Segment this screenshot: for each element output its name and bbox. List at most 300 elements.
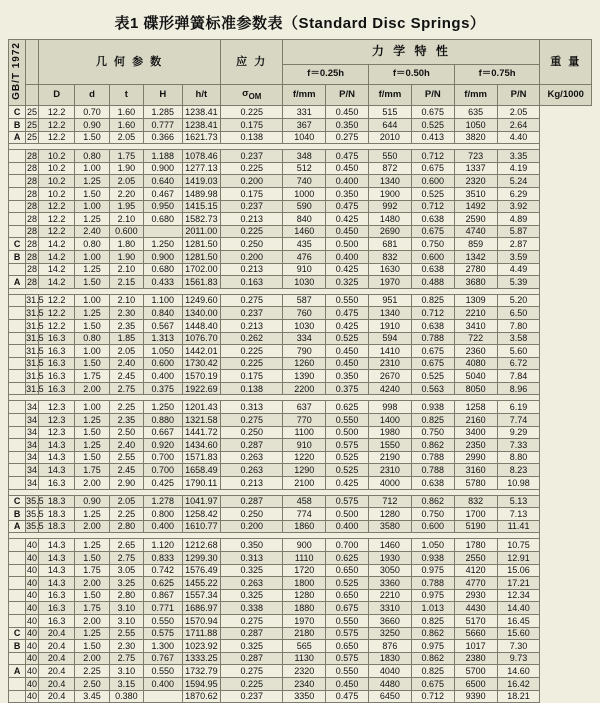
cell-h/t: 1.250: [143, 238, 182, 251]
cell-d: 14.3: [38, 564, 74, 577]
cell-P/N: 3050: [369, 564, 412, 577]
cell-P/N: 4080: [454, 357, 497, 370]
cell-d: 20.4: [38, 665, 74, 678]
table-row[interactable]: [9, 150, 592, 163]
table-row[interactable]: [9, 401, 592, 414]
cell-D: 25: [27, 107, 38, 118]
table-row[interactable]: [9, 307, 592, 320]
cell-H: 2.10: [109, 263, 143, 276]
cell-f/mm: 0.575: [326, 495, 369, 508]
cell-f/mm: 0.313: [221, 552, 283, 565]
cell-t: 3.45: [75, 690, 109, 703]
cell-P/N: 1930: [369, 552, 412, 565]
cell-P/N: 722: [454, 332, 497, 345]
cell-f/mm: 0.138: [221, 382, 283, 395]
table-row[interactable]: [9, 345, 592, 358]
table-row[interactable]: [9, 238, 592, 251]
cell-d: 20.4: [38, 627, 74, 640]
cell-t: 1.50: [75, 451, 109, 464]
cell-f/mm: 0.862: [411, 652, 454, 665]
cell-t: 1.75: [75, 464, 109, 477]
cell-f/mm: 0.750: [411, 426, 454, 439]
cell-H: 3.25: [109, 577, 143, 590]
cell-t: 1.00: [75, 345, 109, 358]
table-row[interactable]: [9, 119, 592, 132]
cell-H: 0.380: [109, 690, 143, 703]
cell-H: 2.90: [109, 477, 143, 490]
cell-f/mm: 0.225: [221, 225, 283, 238]
cell-d: 12.2: [38, 294, 74, 307]
table-row[interactable]: [9, 106, 592, 119]
cell-P/N: 4000: [369, 477, 412, 490]
cell-f/mm: 0.862: [411, 627, 454, 640]
cell-value: 16.45: [497, 614, 540, 627]
cell-f/mm: 0.475: [326, 200, 369, 213]
cell-f/mm: 0.225: [221, 162, 283, 175]
cell-P/N: 1340: [369, 175, 412, 188]
cell-f/mm: 0.450: [326, 677, 369, 690]
table-row[interactable]: [9, 131, 592, 144]
cell-value: 5.39: [497, 276, 540, 289]
cell-D: 40: [27, 628, 38, 639]
cell-value: 8.23: [497, 464, 540, 477]
cell-t: 2.25: [75, 665, 109, 678]
cell-σ: 1570.94: [182, 614, 221, 627]
table-row[interactable]: [9, 263, 592, 276]
table-row[interactable]: [9, 652, 592, 665]
row-group-letter: [9, 414, 26, 427]
cell-P/N: 3250: [369, 627, 412, 640]
table-row[interactable]: [9, 451, 592, 464]
cell-t: 1.50: [75, 426, 109, 439]
cell-t: 2.00: [75, 652, 109, 665]
table-row[interactable]: [9, 464, 592, 477]
cell-d: 16.3: [38, 382, 74, 395]
cell-σ: 1686.97: [182, 602, 221, 615]
table-row[interactable]: [9, 382, 592, 395]
cell-value: 2.64: [497, 119, 540, 132]
cell-f/mm: 0.475: [326, 307, 369, 320]
table-row[interactable]: [9, 250, 592, 263]
row-group-letter: A: [9, 665, 26, 678]
cell-P/N: 512: [283, 162, 326, 175]
cell-f/mm: 0.638: [411, 319, 454, 332]
cell-f/mm: 0.675: [411, 162, 454, 175]
header-col-sigma: [221, 84, 283, 106]
cell-D: 40: [27, 565, 38, 576]
cell-value: 8.96: [497, 382, 540, 395]
cell-D: 25: [27, 132, 38, 143]
header-group: [26, 84, 39, 106]
cell-P/N: 4240: [369, 382, 412, 395]
cell-f/mm: 0.250: [221, 508, 283, 521]
row-group-letter: [9, 614, 26, 627]
row-group-letter: B: [9, 119, 26, 132]
cell-P/N: 2990: [454, 451, 497, 464]
cell-H: 2.45: [109, 370, 143, 383]
cell-P/N: 1400: [369, 414, 412, 427]
cell-f/mm: 0.975: [411, 589, 454, 602]
cell-h/t: 0.680: [143, 263, 182, 276]
cell-f/mm: 0.325: [326, 276, 369, 289]
cell-t: 2.00: [75, 520, 109, 533]
cell-h/t: 0.467: [143, 187, 182, 200]
cell-σ: 1870.62: [182, 690, 221, 703]
cell-f/mm: 0.237: [221, 307, 283, 320]
table-row[interactable]: [9, 640, 592, 653]
cell-value: 4.89: [497, 213, 540, 226]
cell-h/t: 0.550: [143, 665, 182, 678]
cell-value: 7.13: [497, 508, 540, 521]
cell-H: 2.75: [109, 552, 143, 565]
cell-H: 2.45: [109, 464, 143, 477]
cell-P/N: 3360: [369, 577, 412, 590]
cell-f/mm: 0.213: [221, 477, 283, 490]
cell-f/mm: 0.425: [326, 319, 369, 332]
cell-P/N: 367: [283, 119, 326, 132]
cell-d: 18.3: [38, 508, 74, 521]
table-row[interactable]: [9, 665, 592, 678]
cell-f/mm: 0.325: [221, 589, 283, 602]
cell-value: 14.60: [497, 665, 540, 678]
cell-f/mm: 0.675: [411, 106, 454, 119]
cell-d: 12.2: [38, 307, 74, 320]
cell-f/mm: 0.400: [326, 175, 369, 188]
cell-P/N: 1050: [454, 119, 497, 132]
cell-f/mm: 0.450: [326, 225, 369, 238]
cell-h/t: 0.550: [143, 614, 182, 627]
cell-h/t: 0.366: [143, 131, 182, 144]
cell-h/t: 0.920: [143, 439, 182, 452]
row-group-letter: [9, 162, 26, 175]
row-group-letter: A: [9, 131, 26, 144]
cell-f/mm: 0.675: [326, 602, 369, 615]
table-row[interactable]: [9, 332, 592, 345]
cell-d: 18.3: [38, 520, 74, 533]
cell-f/mm: 0.975: [411, 564, 454, 577]
row-group-letter: [9, 307, 26, 320]
cell-D: 25: [27, 119, 38, 130]
table-row[interactable]: [9, 357, 592, 370]
cell-H: 2.05: [109, 175, 143, 188]
cell-f/mm: 0.675: [411, 225, 454, 238]
cell-value: 9.29: [497, 426, 540, 439]
cell-h/t: 0.771: [143, 602, 182, 615]
cell-d: 14.3: [38, 439, 74, 452]
cell-P/N: 2690: [369, 225, 412, 238]
cell-P/N: 1880: [283, 602, 326, 615]
cell-P/N: 774: [283, 508, 326, 521]
cell-P/N: 1970: [283, 614, 326, 627]
table-row[interactable]: [9, 520, 592, 533]
cell-f/mm: 0.237: [221, 690, 283, 703]
row-group-letter: [9, 539, 26, 552]
header-col-f-025: f/mm: [283, 84, 326, 106]
cell-h/t: 0.867: [143, 589, 182, 602]
cell-D: 40: [27, 603, 38, 614]
cell-f/mm: 0.325: [221, 564, 283, 577]
cell-P/N: 2100: [283, 477, 326, 490]
cell-h/t: 1.250: [143, 401, 182, 414]
header-col-D: D: [38, 84, 74, 106]
cell-f/mm: 0.175: [221, 119, 283, 132]
table-row[interactable]: [9, 677, 592, 690]
cell-σ: 1922.69: [182, 382, 221, 395]
cell-f/mm: 1.050: [411, 539, 454, 552]
table-row[interactable]: [9, 276, 592, 289]
cell-d: 10.2: [38, 175, 74, 188]
cell-P/N: 832: [369, 250, 412, 263]
cell-f/mm: 0.500: [326, 426, 369, 439]
cell-f/mm: 0.200: [221, 175, 283, 188]
cell-D: 28: [27, 176, 38, 187]
table-row[interactable]: [9, 319, 592, 332]
cell-f/mm: 0.263: [221, 451, 283, 464]
cell-H: 1.85: [109, 332, 143, 345]
cell-P/N: 3660: [369, 614, 412, 627]
cell-value: 5.87: [497, 225, 540, 238]
cell-P/N: 2930: [454, 589, 497, 602]
cell-P/N: 840: [283, 213, 326, 226]
cell-f/mm: 0.788: [411, 464, 454, 477]
table-row[interactable]: [9, 294, 592, 307]
cell-σ: 1621.73: [182, 131, 221, 144]
table-row[interactable]: [9, 577, 592, 590]
cell-h/t: 0.777: [143, 119, 182, 132]
cell-f/mm: 0.287: [221, 495, 283, 508]
cell-P/N: 2320: [283, 665, 326, 678]
cell-f/mm: 0.250: [221, 426, 283, 439]
table-row[interactable]: [9, 213, 592, 226]
cell-P/N: 2310: [369, 357, 412, 370]
cell-P/N: 3160: [454, 464, 497, 477]
header-weight: 重 量: [540, 40, 592, 85]
cell-h/t: 0.767: [143, 652, 182, 665]
header-load-050: f＝0.50h: [369, 64, 455, 84]
cell-h/t: 0.567: [143, 319, 182, 332]
cell-value: 15.06: [497, 564, 540, 577]
cell-d: 14.2: [38, 250, 74, 263]
cell-D: 28: [27, 226, 38, 237]
cell-h/t: 1.300: [143, 640, 182, 653]
table-row[interactable]: [9, 508, 592, 521]
cell-f/mm: 0.488: [411, 276, 454, 289]
cell-f/mm: 0.250: [221, 238, 283, 251]
table-row[interactable]: [9, 225, 592, 238]
cell-f/mm: 0.325: [221, 640, 283, 653]
cell-P/N: 587: [283, 294, 326, 307]
cell-σ: 1570.19: [182, 370, 221, 383]
cell-d: 16.3: [38, 357, 74, 370]
cell-f/mm: 0.575: [326, 627, 369, 640]
cell-d: 20.4: [38, 640, 74, 653]
row-group-letter: [9, 332, 26, 345]
table-row[interactable]: [9, 162, 592, 175]
cell-value: 18.21: [497, 690, 540, 703]
cell-P/N: 1220: [283, 451, 326, 464]
table-row[interactable]: [9, 477, 592, 490]
cell-f/mm: 0.287: [221, 652, 283, 665]
row-group-letter: [9, 294, 26, 307]
cell-t: 1.00: [75, 250, 109, 263]
cell-f/mm: 0.200: [221, 520, 283, 533]
cell-H: 2.80: [109, 589, 143, 602]
cell-P/N: 3400: [454, 426, 497, 439]
cell-f/mm: 0.600: [411, 520, 454, 533]
cell-value: 5.13: [497, 495, 540, 508]
row-group-letter: [9, 150, 26, 163]
cell-P/N: 5780: [454, 477, 497, 490]
cell-f/mm: 0.825: [411, 294, 454, 307]
cell-f/mm: 0.675: [411, 677, 454, 690]
cell-value: 9.73: [497, 652, 540, 665]
row-group-letter: C: [9, 627, 26, 640]
table-row[interactable]: [9, 439, 592, 452]
cell-value: 8.80: [497, 451, 540, 464]
cell-σ: 1281.50: [182, 238, 221, 251]
cell-D: 40: [27, 577, 38, 588]
cell-P/N: 992: [369, 200, 412, 213]
cell-h/t: 0.900: [143, 162, 182, 175]
row-group-letter: [9, 187, 26, 200]
cell-f/mm: 0.475: [326, 690, 369, 703]
cell-f/mm: 0.275: [221, 665, 283, 678]
cell-P/N: 594: [369, 332, 412, 345]
cell-value: 3.92: [497, 200, 540, 213]
cell-d: 18.3: [38, 495, 74, 508]
cell-σ: 1023.92: [182, 640, 221, 653]
cell-σ: 1455.22: [182, 577, 221, 590]
cell-D: 28: [27, 150, 38, 161]
cell-P/N: 2780: [454, 263, 497, 276]
cell-t: 1.75: [75, 602, 109, 615]
cell-d: 16.3: [38, 589, 74, 602]
cell-σ: 1582.73: [182, 213, 221, 226]
cell-D: 31.5: [26, 358, 44, 369]
table-row[interactable]: [9, 370, 592, 383]
cell-P/N: 4040: [369, 665, 412, 678]
cell-d: 14.3: [38, 451, 74, 464]
cell-D: 40: [27, 665, 38, 676]
table-row[interactable]: [9, 627, 592, 640]
cell-P/N: 951: [369, 294, 412, 307]
cell-D: 40: [27, 678, 38, 689]
cell-f/mm: 0.600: [411, 175, 454, 188]
cell-t: 1.00: [75, 401, 109, 414]
cell-h/t: 0.667: [143, 426, 182, 439]
cell-f/mm: 0.750: [411, 238, 454, 251]
header-col-f-075: f/mm: [454, 84, 497, 106]
cell-d: 14.3: [38, 552, 74, 565]
table-row[interactable]: [9, 589, 592, 602]
cell-H: 2.65: [109, 539, 143, 552]
cell-f/mm: 0.175: [221, 187, 283, 200]
cell-σ: 1557.34: [182, 589, 221, 602]
table-row[interactable]: [9, 602, 592, 615]
row-group-letter: C: [9, 238, 26, 251]
row-group-letter: [9, 577, 26, 590]
cell-P/N: 565: [283, 640, 326, 653]
cell-P/N: 1460: [283, 225, 326, 238]
cell-σ: 1730.42: [182, 357, 221, 370]
cell-H: 2.05: [109, 131, 143, 144]
table-row[interactable]: [9, 414, 592, 427]
row-group-letter: [9, 200, 26, 213]
header-col-f-050: f/mm: [369, 84, 412, 106]
cell-D: 31.5: [26, 333, 44, 344]
cell-P/N: 740: [283, 175, 326, 188]
cell-f/mm: 0.163: [221, 276, 283, 289]
cell-t: 1.75: [75, 370, 109, 383]
row-group-letter: [9, 175, 26, 188]
table-row[interactable]: [9, 495, 592, 508]
header-load-075: f＝0.75h: [454, 64, 540, 84]
header-col-t: t: [109, 84, 143, 106]
cell-D: 34: [27, 427, 38, 438]
table-row[interactable]: [9, 552, 592, 565]
cell-f/mm: 0.788: [411, 332, 454, 345]
cell-P/N: 4740: [454, 225, 497, 238]
cell-P/N: 770: [283, 414, 326, 427]
cell-P/N: 5170: [454, 614, 497, 627]
cell-f/mm: 0.650: [326, 640, 369, 653]
header-row-1: [9, 40, 592, 65]
cell-f/mm: 0.638: [411, 263, 454, 276]
cell-P/N: 712: [369, 495, 412, 508]
cell-P/N: 515: [369, 106, 412, 119]
table-row[interactable]: [9, 200, 592, 213]
cell-d: 20.4: [38, 652, 74, 665]
cell-D: 40: [27, 552, 38, 563]
cell-t: 1.50: [75, 357, 109, 370]
table-row[interactable]: [9, 175, 592, 188]
header-mechanics: 力 学 特 性: [283, 40, 540, 65]
cell-P/N: 1260: [283, 357, 326, 370]
cell-P/N: 910: [283, 439, 326, 452]
cell-f/mm: 0.525: [326, 451, 369, 464]
cell-value: 2.87: [497, 238, 540, 251]
cell-h/t: 0.400: [143, 677, 182, 690]
cell-h/t: 0.375: [143, 382, 182, 395]
cell-P/N: 5700: [454, 665, 497, 678]
cell-P/N: 1700: [454, 508, 497, 521]
cell-f/mm: 0.825: [411, 414, 454, 427]
cell-t: 1.25: [75, 627, 109, 640]
table-row[interactable]: [9, 690, 592, 703]
cell-P/N: 910: [283, 263, 326, 276]
table-row[interactable]: [9, 187, 592, 200]
cell-d: 14.2: [38, 276, 74, 289]
cell-σ: 1610.77: [182, 520, 221, 533]
cell-H: 2.30: [109, 307, 143, 320]
cell-P/N: 4770: [454, 577, 497, 590]
cell-σ: 1281.50: [182, 250, 221, 263]
cell-H: 2.15: [109, 276, 143, 289]
cell-f/mm: 0.675: [411, 357, 454, 370]
table-row[interactable]: [9, 426, 592, 439]
row-group-letter: [9, 652, 26, 665]
cell-f/mm: 0.650: [326, 589, 369, 602]
table-row[interactable]: [9, 539, 592, 552]
cell-σ: 1434.60: [182, 439, 221, 452]
cell-f/mm: 0.862: [411, 495, 454, 508]
cell-f/mm: 0.287: [221, 439, 283, 452]
cell-f/mm: 0.225: [221, 106, 283, 119]
cell-d: 14.3: [38, 539, 74, 552]
table-row[interactable]: [9, 564, 592, 577]
cell-t: 0.80: [75, 150, 109, 163]
table-row[interactable]: [9, 614, 592, 627]
